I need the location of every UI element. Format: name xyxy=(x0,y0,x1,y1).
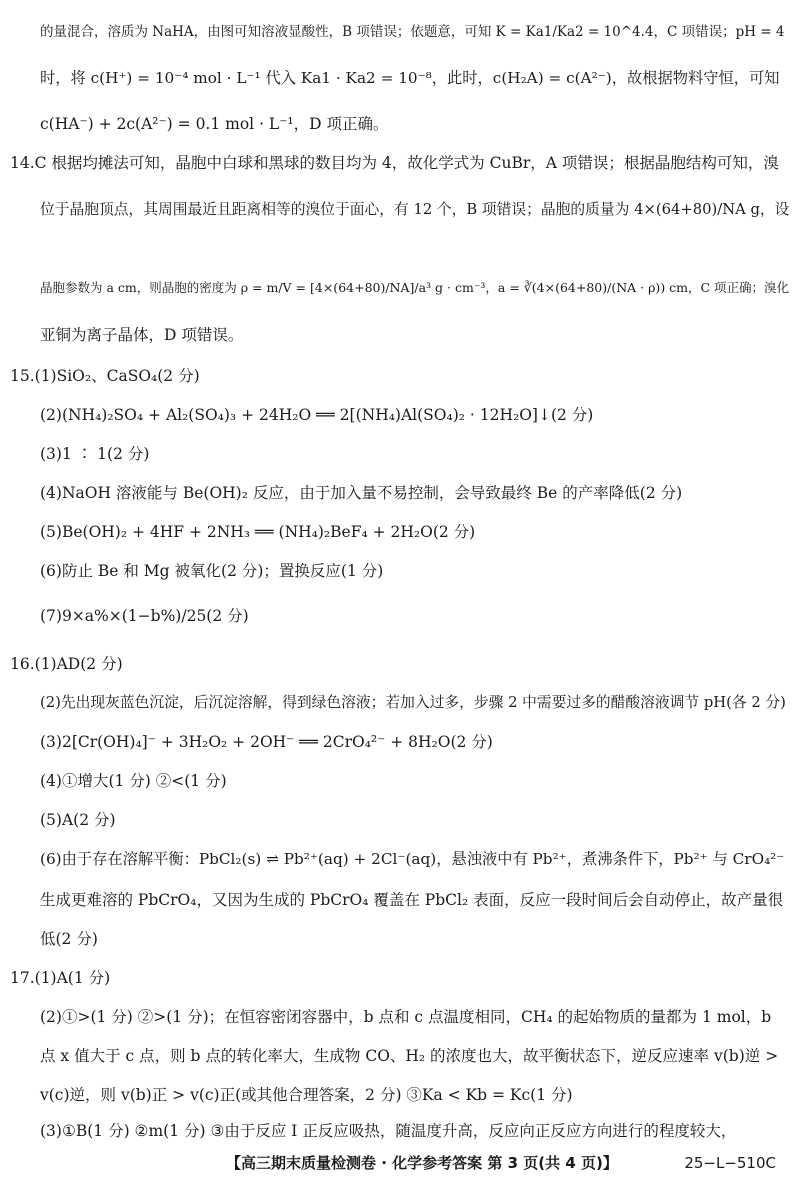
text-line xyxy=(0,807,800,833)
text-line xyxy=(0,322,800,348)
page-footer xyxy=(0,1148,800,1178)
text-line xyxy=(0,65,800,91)
text-line xyxy=(0,768,800,794)
text-line xyxy=(0,926,800,952)
text-line-content: (3)1 ∶ 1(2 分) xyxy=(40,445,150,463)
text-line-content: v(c)逆，则 v(b)正 > v(c)正(或其他合理答案，2 分) ③Ka < Kb = Kc(1 分) xyxy=(40,1086,573,1104)
text-line-content: 的量混合，溶质为 NaHA，由图可知溶液显酸性，B 项错误；依题意，可知 K = Ka1/Ka2 = 10^4.4，C 项错误；pH = 4 xyxy=(40,24,785,40)
text-line-content: (5)Be(OH)₂ + 4HF + 2NH₃ ══ (NH₄)₂BeF₄ + 2H₂O(2 分) xyxy=(40,523,476,541)
text-line xyxy=(0,690,800,716)
text-line xyxy=(0,519,800,545)
text-line xyxy=(0,1082,800,1108)
text-line-content: 位于晶胞顶点，其周围最近且距离相等的溴位于面心，有 12 个，B 项错误；晶胞的质量为 4×(64+80)/NA g，设 xyxy=(40,201,790,218)
text-line-content: 时，将 c(H⁺) = 10⁻⁴ mol · L⁻¹ 代入 Ka1 · Ka2 = 10⁻⁸，此时，c(H₂A) = c(A²⁻)，故根据物料守恒，可知 xyxy=(40,69,780,87)
text-line xyxy=(0,111,800,137)
text-line-content: (4)①增大(1 分) ②<(1 分) xyxy=(40,772,227,790)
text-line xyxy=(0,275,800,301)
text-line xyxy=(0,1004,800,1030)
text-line-content: 点 x 值大于 c 点，则 b 点的转化率大，生成物 CO、H₂ 的浓度也大，故平衡状态下，逆反应速率 v(b)逆 > xyxy=(40,1047,779,1065)
text-line-content: c(HA⁻) + 2c(A²⁻) = 0.1 mol · L⁻¹，D 项正确。 xyxy=(40,115,389,133)
text-line-content: 15.(1)SiO₂、CaSO₄(2 分) xyxy=(10,367,200,385)
text-line xyxy=(0,402,800,428)
text-line xyxy=(0,480,800,506)
text-line xyxy=(0,729,800,755)
text-line-content: (7)9×a%×(1−b%)/25(2 分) xyxy=(40,607,249,625)
text-line-content: 17.(1)A(1 分) xyxy=(10,969,111,987)
text-line xyxy=(0,150,800,176)
text-line-content: (3)①B(1 分) ②m(1 分) ③由于反应 Ⅰ 正反应吸热，随温度升高，反应向正反应方向进行的程度较大， xyxy=(40,1122,737,1140)
text-line-content: (3)2[Cr(OH)₄]⁻ + 3H₂O₂ + 2OH⁻ ══ 2CrO₄²⁻ + 8H₂O(2 分) xyxy=(40,733,493,751)
text-line-content: (2)①>(1 分) ②>(1 分)；在恒容密闭容器中，b 点和 c 点温度相同，CH₄ 的起始物质的量都为 1 mol，b xyxy=(40,1008,772,1026)
text-line xyxy=(0,441,800,467)
text-line-content: 16.(1)AD(2 分) xyxy=(10,655,123,673)
text-line-content: 亚铜为离子晶体，D 项错误。 xyxy=(40,326,244,344)
text-line xyxy=(0,558,800,584)
text-line-content: 低(2 分) xyxy=(40,930,98,948)
text-line-content: (6)由于存在溶解平衡：PbCl₂(s) ⇌ Pb²⁺(aq) + 2Cl⁻(aq)，悬浊液中有 Pb²⁺，煮沸条件下，Pb²⁺ 与 CrO₄²⁻ xyxy=(40,850,785,868)
text-line xyxy=(0,651,800,677)
text-line-content: 生成更难溶的 PbCrO₄，又因为生成的 PbCrO₄ 覆盖在 PbCl₂ 表面，反应一段时间后会自动停止，故产量很 xyxy=(40,891,784,909)
text-line-content: 14.C 根据均摊法可知，晶胞中白球和黑球的数目均为 4，故化学式为 CuBr，A 项错误；根据晶胞结构可知，溴 xyxy=(10,154,779,172)
text-line-content: (4)NaOH 溶液能与 Be(OH)₂ 反应，由于加入量不易控制，会导致最终 Be 的产率降低(2 分) xyxy=(40,484,683,502)
footer-title: 【高三期末质量检测卷 · 化学参考答案 第 3 页(共 4 页)】 xyxy=(226,1154,618,1172)
text-line xyxy=(0,1118,800,1144)
text-line xyxy=(0,19,800,45)
text-line xyxy=(0,846,800,872)
text-line-content: 晶胞参数为 a cm，则晶胞的密度为 ρ = m/V = [4×(64+80)/NA]/a³ g · cm⁻³，a = ∛(4×(64+80)/(NA · ρ)) cm，C 项正确；溴化 xyxy=(40,280,790,295)
footer-code: 25−L−510C xyxy=(684,1154,776,1172)
text-line-content: (5)A(2 分) xyxy=(40,811,116,829)
text-line-content: (2)先出现灰蓝色沉淀，后沉淀溶解，得到绿色溶液；若加入过多，步骤 2 中需要过多的醋酸溶液调节 pH(各 2 分) xyxy=(40,694,786,711)
text-line xyxy=(0,965,800,991)
text-line xyxy=(0,603,800,629)
text-line xyxy=(0,1043,800,1069)
text-line xyxy=(0,363,800,389)
text-line xyxy=(0,197,800,223)
text-line-content: (6)防止 Be 和 Mg 被氧化(2 分)；置换反应(1 分) xyxy=(40,562,384,580)
text-line-content: (2)(NH₄)₂SO₄ + Al₂(SO₄)₃ + 24H₂O ══ 2[(NH₄)Al(SO₄)₂ · 12H₂O]↓(2 分) xyxy=(40,406,594,424)
text-line xyxy=(0,887,800,913)
